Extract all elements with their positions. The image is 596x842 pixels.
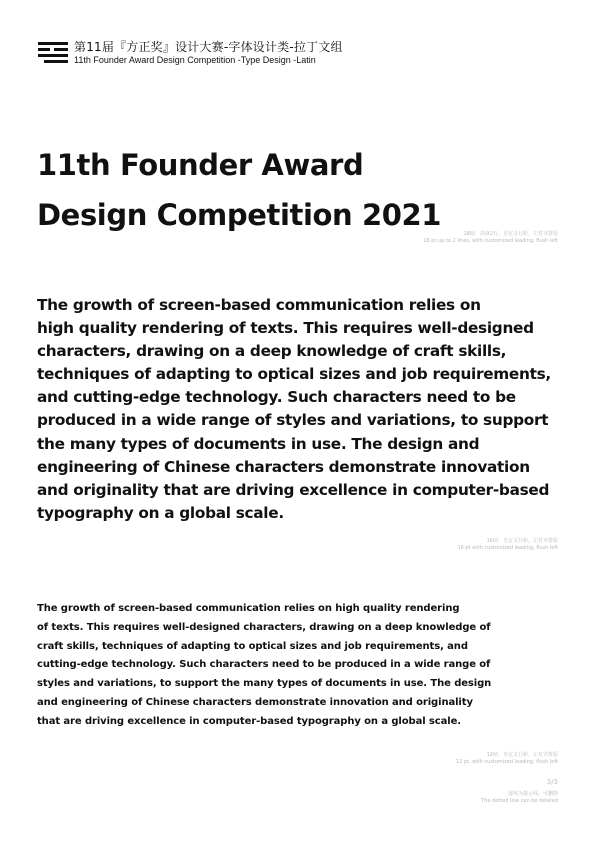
paragraph-small-line: The growth of screen-based communication relies on high quality rendering: [37, 603, 460, 614]
small-spec-note-cn: 12磅，自定义行距，左对齐排版: [486, 752, 558, 758]
paragraph-large-line: and cutting-edge technology. Such characters need to be: [37, 388, 516, 407]
page-title: [37, 140, 557, 240]
large-spec-note-en: 16 pt with customized leading, flush left: [457, 545, 558, 551]
title-spec-note-cn: 18磅，高度2行，自定义行距，左对齐排版: [463, 231, 558, 237]
paragraph-small-line: of texts. This requires well-designed characters, drawing on a deep knowledge of: [37, 621, 491, 633]
paragraph-small-line: cutting-edge technology. Such characters need to be produced in a wide range of: [37, 659, 491, 671]
paragraph-large-line: characters, drawing on a deep knowledge of craft skills,: [37, 342, 507, 361]
large-spec-note: [457, 538, 558, 552]
title-spec-note: [423, 231, 558, 245]
footer-note-en: The dotted line can be deleted: [481, 798, 558, 804]
paragraph-small-line: craft skills, techniques of adapting to optical sizes and job requirements, and: [37, 640, 468, 652]
footer-note-cn: 虚线为提示线，可删除: [507, 791, 558, 797]
paragraph-large-line: techniques of adapting to optical sizes and job requirements,: [37, 365, 551, 384]
page-number: 3/3: [546, 778, 558, 786]
header-title-en: 11th Founder Award Design Competition -Type Design -Latin: [74, 55, 316, 65]
paragraph-small-line: that are driving excellence in computer-based typography on a global scale.: [37, 715, 461, 727]
paragraph-large-line: produced in a wide range of styles and variations, to support: [37, 411, 549, 430]
paragraph-large-line: The growth of screen-based communication relies on: [37, 296, 481, 314]
paragraph-small-line: styles and variations, to support the many types of documents in use. The design: [37, 678, 492, 690]
small-spec-note-en: 12 pt, with customized leading, flush left: [455, 759, 558, 765]
paragraph-large-line: high quality rendering of texts. This requires well-designed: [37, 319, 534, 338]
header-title-cn: 第11届『方正奖』设计大赛-字体设计类-拉丁文组: [74, 40, 343, 54]
small-spec-note: [456, 752, 558, 766]
footer-note: [481, 791, 558, 805]
paragraph-large-line: engineering of Chinese characters demonstrate innovation: [37, 457, 530, 476]
header: [38, 40, 343, 66]
paragraph-large-line: the many types of documents in use. The design and: [37, 434, 480, 453]
header-text: [74, 40, 343, 66]
paragraph-large-line: and originality that are driving excellence in computer-based: [37, 480, 550, 499]
paragraph-small-line: and engineering of Chinese characters demonstrate innovation and originality: [37, 696, 473, 708]
large-spec-note-cn: 16磅，自定义行距，左对齐排版: [486, 538, 558, 544]
title-spec-note-en: 18 pt up to 2 lines, with customized leading, flush left: [423, 238, 558, 244]
paragraph-large: [37, 294, 582, 525]
title-line-2: Design Competition 2021: [37, 198, 442, 232]
paragraph-large-line: typography on a global scale.: [37, 503, 284, 522]
paragraph-small: [37, 600, 577, 732]
founder-logo-icon: [38, 41, 68, 65]
title-line-1: 11th Founder Award: [37, 148, 364, 182]
